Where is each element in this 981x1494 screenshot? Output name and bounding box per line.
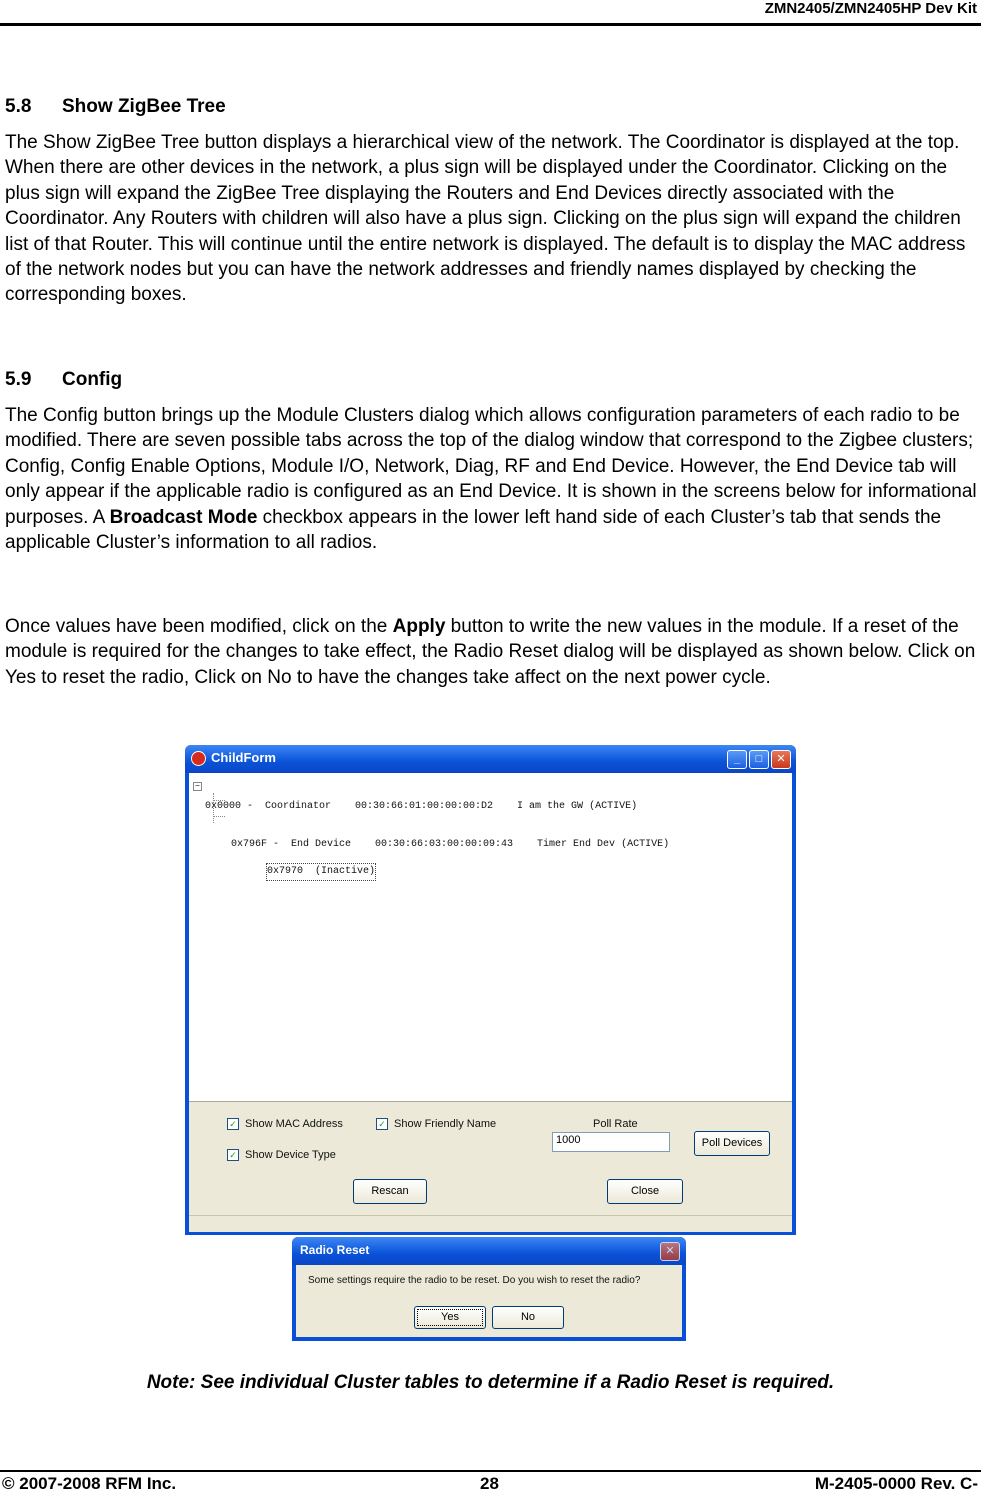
close-button[interactable]: Close: [607, 1179, 683, 1204]
childform-titlebar: [185, 745, 796, 773]
config-text-1: The Config button brings up the Module Clusters dialog which allows configuration parameters of each radio to be modified. There are seven possible tabs across the top of the dialog window that correspond to the Zigbee clusters; Config, Config Enable Options, Module I/O, Network, Diag, RF and End Device. However, the End Device tab will only appear if the applicable radio is configured as an End Device. It is shown in the screens below for informational purposes. A: [5, 405, 977, 528]
app-icon: [191, 751, 206, 766]
paragraph-config: [5, 403, 981, 555]
section-number: 5.8: [5, 96, 32, 117]
broadcast-mode-bold: Broadcast Mode: [109, 506, 258, 528]
tree-node-end-device[interactable]: 0x796F - End Device 00:30:66:03:00:00:09:43 Timer End Dev (ACTIVE): [231, 839, 670, 850]
show-mac-checkbox[interactable]: [227, 1118, 343, 1130]
status-strip: [189, 1215, 792, 1232]
zigbee-tree: [195, 777, 670, 891]
section-5-8-heading: [5, 96, 226, 118]
apply-text-1: Once values have been modified, click on the: [5, 616, 393, 637]
yes-button[interactable]: Yes: [414, 1306, 486, 1329]
check-icon: ✓: [227, 1118, 239, 1130]
apply-bold: Apply: [392, 616, 446, 637]
radio-reset-titlebar: [292, 1237, 686, 1265]
section-title: Show ZigBee Tree: [62, 96, 226, 117]
note-text: Note: See individual Cluster tables to determine if a Radio Reset is required.: [146, 1372, 835, 1393]
footer-rule: [0, 1470, 981, 1472]
footer-doc-number: M-2405-0000 Rev. C-: [814, 1474, 978, 1493]
paragraph-show-zigbee-tree: The Show ZigBee Tree button displays a hierarchical view of the network. The Coordinator is displayed at the top. When there are other devices in the network, a plus sign will be displayed under the Coordinator. Clicking on the plus sign will expand the ZigBee Tree displaying the Routers and End Devices directly associated with the Coordinator. Any Routers with children will also have a plus sign. Clicking on the plus sign will expand the children list of that Router. This will continue until the entire network is displayed. The default is to display the MAC address of the network nodes but you can have the network addresses and friendly names displayed by checking the corresponding boxes.: [5, 132, 966, 306]
config-text-2: checkbox appears in the lower left hand side of each Cluster’s tab that sends the applicable Cluster’s information to all radios.: [5, 506, 942, 554]
show-device-type-label: Show Device Type: [245, 1149, 336, 1161]
show-mac-label: Show MAC Address: [245, 1118, 343, 1130]
section-5-9-heading: [5, 369, 122, 391]
childform-client: [189, 773, 792, 1231]
poll-rate-label: Poll Rate: [593, 1118, 638, 1130]
radio-reset-title: Radio Reset: [300, 1243, 370, 1257]
childform-title: ChildForm: [211, 750, 276, 765]
page-header-title: ZMN2405/ZMN2405HP Dev Kit: [764, 0, 977, 17]
maximize-icon[interactable]: □: [749, 750, 769, 769]
poll-rate-input[interactable]: 1000: [552, 1132, 670, 1152]
show-device-type-checkbox[interactable]: [227, 1149, 336, 1161]
poll-devices-button[interactable]: Poll Devices: [694, 1131, 770, 1156]
close-icon[interactable]: ✕: [660, 1242, 680, 1261]
header-rule: [0, 23, 981, 26]
childform-window: [185, 745, 796, 1235]
options-panel: [189, 1101, 792, 1232]
section-title: Config: [62, 369, 123, 390]
section-number: 5.9: [5, 369, 32, 390]
radio-reset-message: Some settings require the radio to be reset. Do you wish to reset the radio?: [308, 1275, 641, 1286]
tree-node-inactive[interactable]: 0x7970 (Inactive): [267, 864, 375, 880]
paragraph-apply: [5, 614, 981, 690]
collapse-icon[interactable]: −: [193, 782, 202, 791]
radio-reset-client: [296, 1265, 682, 1337]
footer-copyright: © 2007-2008 RFM Inc.: [2, 1474, 177, 1493]
close-icon[interactable]: ✕: [771, 750, 791, 769]
check-icon: ✓: [376, 1118, 388, 1130]
no-button[interactable]: No: [492, 1306, 564, 1329]
check-icon: ✓: [227, 1149, 239, 1161]
apply-text-2: button to write the new values in the module. If a reset of the module is required for the changes to take effect, the Radio Reset dialog will be displayed as shown below. Click on Yes to reset the radio, Click on No to have the changes take affect on the next power cycle.: [5, 616, 976, 688]
show-friendly-checkbox[interactable]: [376, 1118, 496, 1130]
radio-reset-dialog: [292, 1237, 686, 1341]
rescan-button[interactable]: Rescan: [353, 1179, 427, 1204]
tree-node-coordinator[interactable]: 0x0000 - Coordinator 00:30:66:01:00:00:00:D2 I am the GW (ACTIVE): [205, 801, 638, 812]
footer-page-number: 28: [480, 1474, 499, 1493]
show-friendly-label: Show Friendly Name: [394, 1118, 497, 1130]
minimize-icon[interactable]: _: [727, 750, 747, 769]
